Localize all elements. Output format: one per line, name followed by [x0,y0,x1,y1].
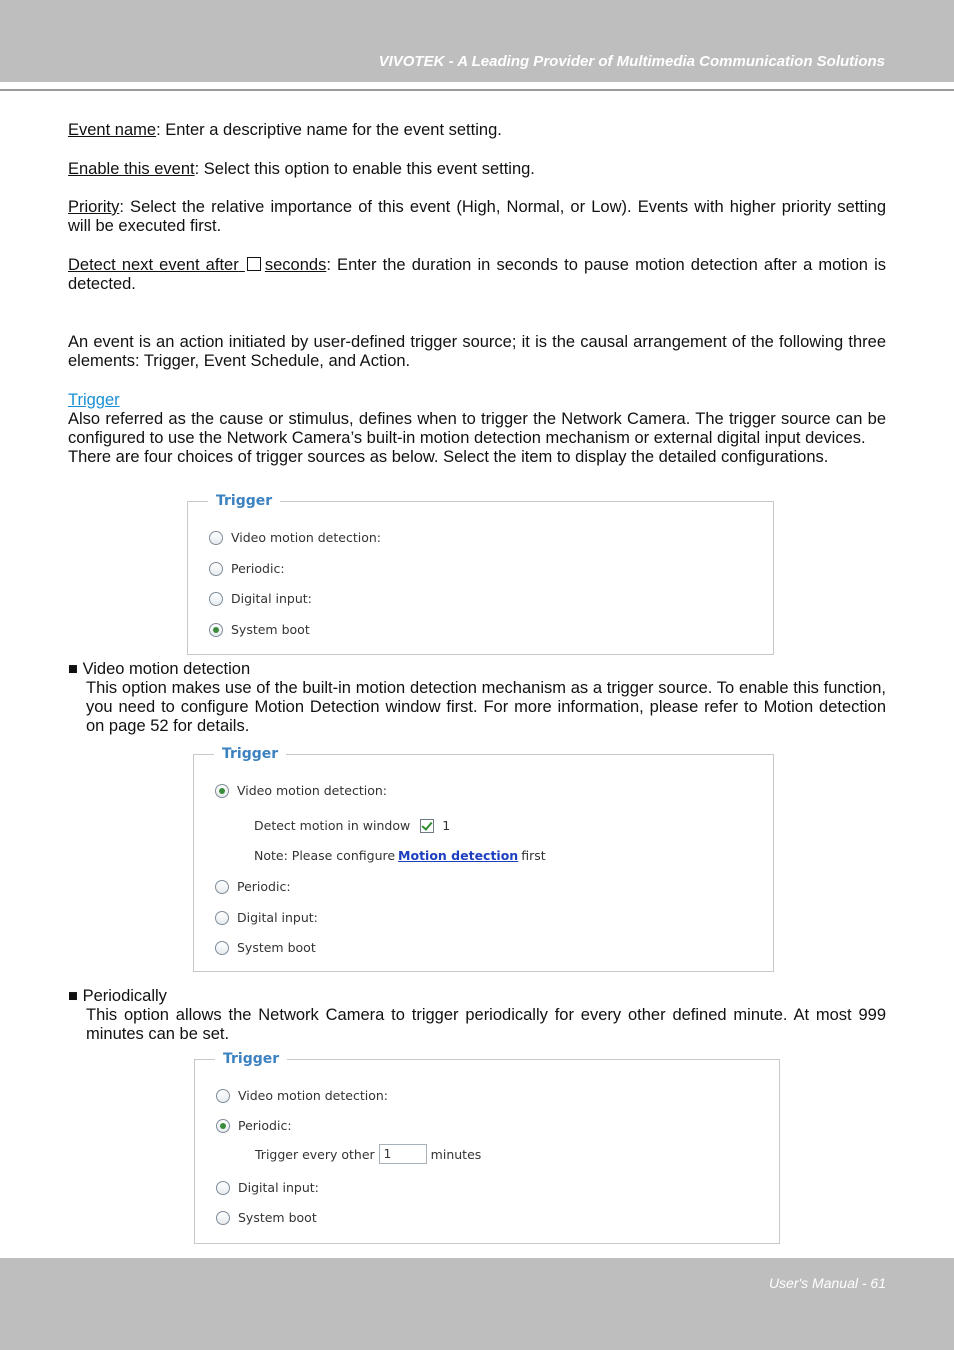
enable-event-paragraph [68,160,886,179]
trigger-panel-1 [187,493,774,655]
periodic-section-title: Periodically [82,987,167,1005]
window-number: 1 [442,818,451,833]
note-suffix: first [521,848,546,863]
header-divider [0,89,954,91]
radio-icon[interactable] [215,941,229,955]
option-video-motion[interactable] [209,530,381,545]
option-label: Digital input: [231,591,312,606]
detect-term-a: Detect next event after [68,256,239,274]
trigger-legend: Trigger [208,493,280,509]
radio-icon[interactable] [215,911,229,925]
option-label: Periodic: [237,879,291,894]
bullet-icon: ■ [68,987,78,1005]
option-system-boot[interactable] [209,622,310,637]
bullet-icon: ■ [68,660,78,678]
option-digital-input[interactable] [216,1180,319,1195]
radio-icon[interactable] [215,880,229,894]
option-label: Digital input: [238,1180,319,1195]
page-footer [0,1258,954,1350]
enable-event-desc: : Select this option to enable this event setting. [194,160,535,178]
trigger-every-label: Trigger every other [255,1146,375,1162]
radio-icon[interactable] [216,1089,230,1103]
option-label: System boot [231,622,310,637]
detect-term-b: seconds [264,256,327,274]
option-video-motion[interactable] [215,783,387,798]
option-periodic[interactable] [215,879,291,894]
radio-icon[interactable] [216,1211,230,1225]
detect-next-paragraph [68,256,886,294]
option-video-motion[interactable] [216,1088,388,1103]
option-system-boot[interactable] [216,1210,317,1225]
event-name-term: Event name [68,121,157,139]
option-periodic[interactable] [209,561,285,576]
note-prefix: Note: Please configure [254,848,396,863]
radio-icon[interactable] [209,592,223,606]
enable-event-term: Enable this event [68,160,195,178]
page-number: User's Manual - 61 [768,1275,886,1291]
radio-icon[interactable] [209,531,223,545]
trigger-every-row [255,1144,481,1164]
option-label: Periodic: [238,1118,292,1133]
trigger-legend: Trigger [214,746,286,762]
seconds-input-icon [247,257,261,271]
priority-desc: : Select the relative importance of this event (High, Normal, or Low). Events with higher priority setting will be executed first. [68,198,886,235]
radio-icon[interactable] [216,1181,230,1195]
priority-term: Priority [68,198,120,216]
detect-desc: : Enter the duration in seconds to pause motion detection after a motion is detected. [68,256,886,293]
motion-detection-link[interactable]: Motion detection [398,848,519,863]
option-label: Video motion detection: [237,783,387,798]
trigger-section [68,391,886,467]
trigger-choices: There are four choices of trigger sources as below. Select the item to display the detailed configurations. [68,448,829,466]
detect-window-label: Detect motion in window [254,818,411,833]
option-label: Digital input: [237,910,318,925]
option-digital-input[interactable] [209,591,312,606]
header-title: VIVOTEK - A Leading Provider of Multimedia Communication Solutions [378,53,885,70]
event-name-desc: : Enter a descriptive name for the event setting. [156,121,502,139]
page-header [0,0,954,82]
minutes-input[interactable]: 1 [379,1144,427,1164]
radio-selected-icon[interactable] [215,784,229,798]
video-section-title: Video motion detection [82,660,251,678]
video-section-heading [68,660,250,679]
radio-selected-icon[interactable] [209,623,223,637]
detect-window-row [254,818,450,833]
trigger-legend: Trigger [215,1051,287,1067]
option-label: Video motion detection: [238,1088,388,1103]
priority-paragraph [68,198,886,236]
option-periodic[interactable] [216,1118,292,1133]
option-label: System boot [237,940,316,955]
option-digital-input[interactable] [215,910,318,925]
option-label: Periodic: [231,561,285,576]
radio-icon[interactable] [209,562,223,576]
event-name-paragraph [68,121,886,140]
periodic-section-desc: This option allows the Network Camera to trigger periodically for every other defined minute. At most 999 minutes can be set. [86,1006,886,1043]
option-label: Video motion detection: [231,530,381,545]
trigger-link[interactable]: Trigger [68,391,120,409]
radio-selected-icon[interactable] [216,1119,230,1133]
trigger-panel-3 [194,1051,780,1244]
event-definition-paragraph: An event is an action initiated by user-defined trigger source; it is the causal arrangement of the following three elements: Trigger, Event Schedule, and Action. [68,333,886,370]
minutes-label: minutes [430,1146,482,1162]
video-section-desc: This option makes use of the built-in motion detection mechanism as a trigger source. To enable this function, you need to configure Motion Detection window first. For more information, please refer to Motion detection on page 52 for details. [86,679,886,735]
trigger-panel-2 [193,746,774,972]
option-label: System boot [238,1210,317,1225]
periodic-section-heading [68,987,167,1006]
window-checkbox[interactable] [420,819,434,833]
note-row [254,848,546,863]
option-system-boot[interactable] [215,940,316,955]
trigger-desc: Also referred as the cause or stimulus, defines when to trigger the Network Camera. The trigger source can be configured to use the Network Camera’s built-in motion detection mechanism or external digital input devices. [68,410,886,447]
